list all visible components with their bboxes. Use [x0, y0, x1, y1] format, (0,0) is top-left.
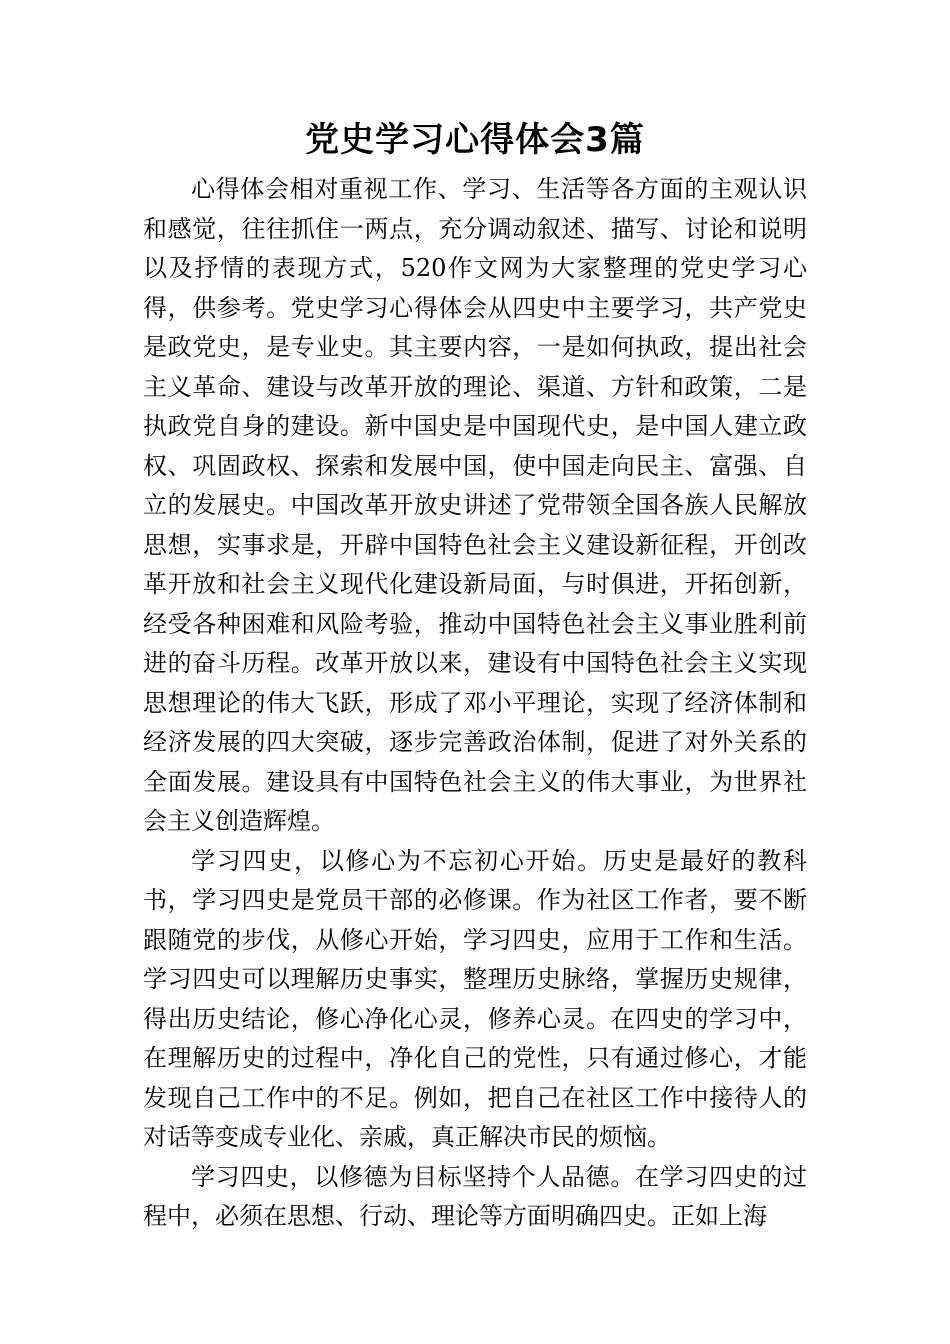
paragraph-1: 心得体会相对重视工作、学习、生活等各方面的主观认识和感觉，往往抓住一两点，充分调动叙述、描写、讨论和说明以及抒情的表现方式，520作文网为大家整理的党史学习心得，供参考。党史学习心得体会从四史中主要学习，共产党史是政党史，是专业史。其主要内容，一是如何执政，提出社会主义革命、建设与改革开放的理论、渠道、方针和政策，二是执政党自身的建设。新中国史是中国现代史，是中国人建立政权、巩固政权、探索和发展中国，使中国走向民主、富强、自立的发展史。中国改革开放史讲述了党带领全国各族人民解放思想，实事求是，开辟中国特色社会主义建设新征程，开创改革开放和社会主义现代化建设新局面，与时俱进，开拓创新，经受各种困难和风险考验，推动中国特色社会主义事业胜利前进的奋斗历程。改革开放以来，建设有中国特色社会主义实现思想理论的伟大飞跃，形成了邓小平理论，实现了经济体制和经济发展的四大突破，逐步完善政治体制，促进了对外关系的全面发展。建设具有中国特色社会主义的伟大事业，为世界社会主义创造辉煌。 [143, 175, 807, 835]
paragraph-3: 学习四史，以修德为目标坚持个人品德。在学习四史的过程中，必须在思想、行动、理论等方面明确四史。正如上海 [143, 1162, 807, 1230]
paragraph-2: 学习四史，以修心为不忘初心开始。历史是最好的教科书，学习四史是党员干部的必修课。作为社区工作者，要不断跟随党的步伐，从修心开始，学习四史，应用于工作和生活。学习四史可以理解历史事实，整理历史脉络，掌握历史规律，得出历史结论，修心净化心灵，修养心灵。在四史的学习中，在理解历史的过程中，净化自己的党性，只有通过修心，才能发现自己工作中的不足。例如，把自己在社区工作中接待人的对话等变成专业化、亲戚，真正解决市民的烦恼。 [143, 846, 807, 1151]
document-title: 党史学习心得体会3篇 [305, 120, 645, 160]
document-body [143, 170, 807, 1237]
